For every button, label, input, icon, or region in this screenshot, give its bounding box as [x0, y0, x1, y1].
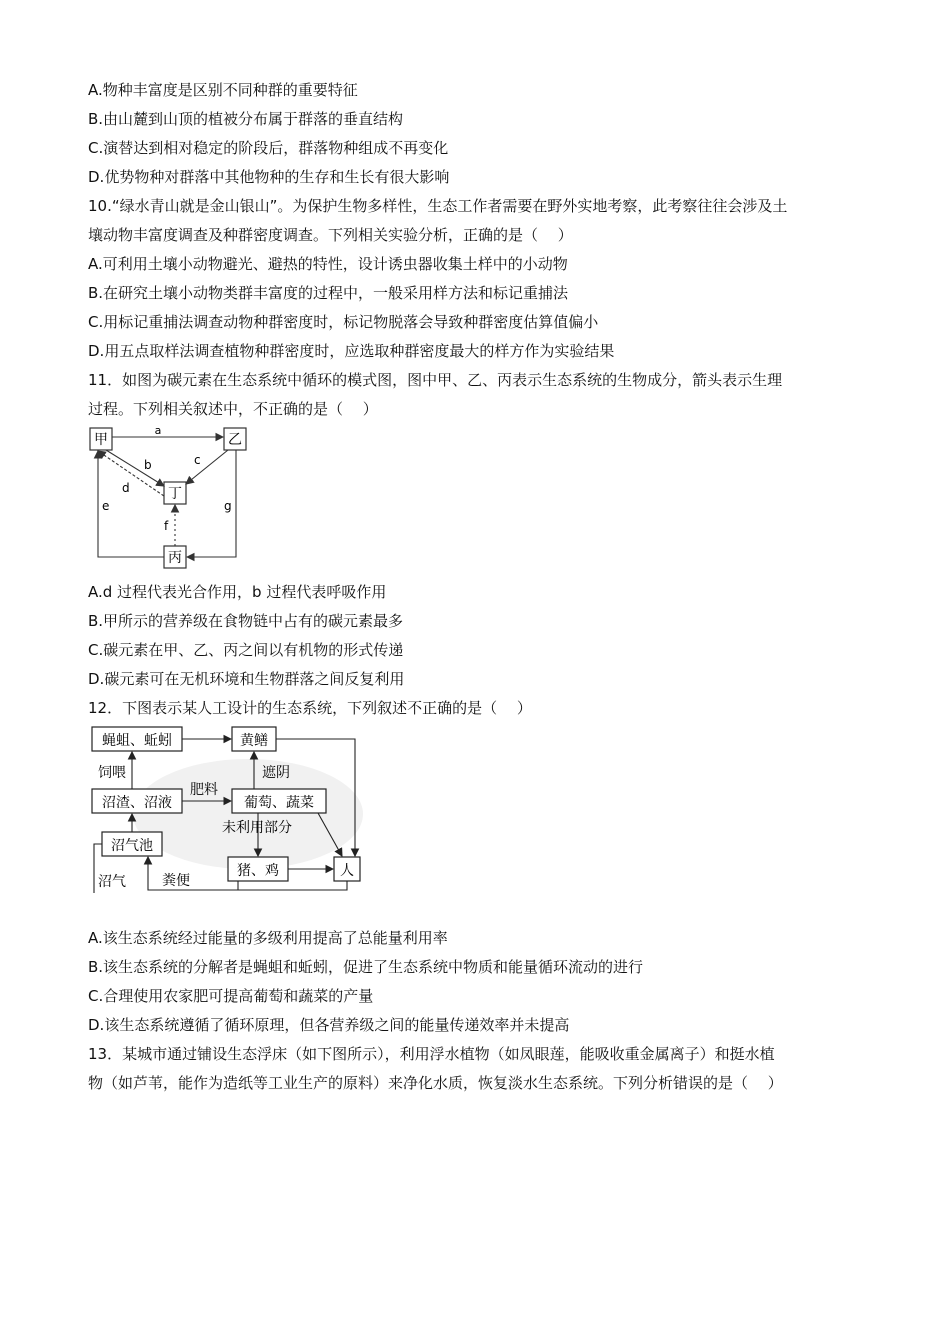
q11-option-b: B.甲所示的营养级在食物链中占有的碳元素最多 [88, 612, 404, 630]
box-pig: 猪、鸡 [237, 863, 279, 879]
q9-option-a: A.物种丰富度是区别不同种群的重要特征 [88, 81, 358, 99]
edge-b [106, 450, 164, 486]
carbon-cycle-diagram [88, 424, 248, 574]
q9-option-b: B.由山麓到山顶的植被分布属于群落的垂直结构 [88, 110, 404, 128]
label-fertilizer: 肥料 [190, 782, 218, 798]
box-fly: 蝇蛆、蚯蚓 [102, 733, 172, 749]
q12-option-c: C.合理使用农家肥可提高葡萄和蔬菜的产量 [88, 987, 374, 1005]
q12-option-d: D.该生态系统遵循了循环原理，但各营养级之间的能量传递效率并未提高 [88, 1016, 570, 1034]
q11-option-c: C.碳元素在甲、乙、丙之间以有机物的形式传递 [88, 641, 404, 659]
box-eel: 黄鳝 [240, 733, 268, 749]
q10-stem-line1: 10.“绿水青山就是金山银山”。为保护生物多样性，生态工作者需要在野外实地考察，此考察往往会涉及土 [88, 197, 788, 215]
box-biogas: 沼气池 [111, 838, 153, 854]
edge-a-label: a [154, 424, 162, 437]
q10-option-a: A.可利用土壤小动物避光、避热的特性，设计诱虫器收集土样中的小动物 [88, 255, 568, 273]
q11-option-d: D.碳元素可在无机环境和生物群落之间反复利用 [88, 670, 405, 688]
q10-option-d: D.用五点取样法调查植物种群密度时，应选取种群密度最大的样方作为实验结果 [88, 342, 615, 360]
node-bing: 丙 [168, 550, 182, 566]
q11-stem-line1: 11．如图为碳元素在生态系统中循环的模式图，图中甲、乙、丙表示生态系统的生物成分，箭头表示生理 [88, 371, 783, 389]
q10-option-b: B.在研究土壤小动物类群丰富度的过程中，一般采用样方法和标记重捕法 [88, 284, 569, 302]
label-unused: 未利用部分 [222, 820, 292, 836]
edge-c-label: c [194, 453, 201, 467]
q10-option-c: C.用标记重捕法调查动物种群密度时，标记物脱落会导致种群密度估算值偏小 [88, 313, 599, 331]
edge-b-label: b [144, 458, 152, 472]
box-person: 人 [340, 863, 354, 879]
q9-option-c: C.演替达到相对稳定的阶段后，群落物种组成不再变化 [88, 139, 449, 157]
edge-d-label: d [122, 481, 130, 495]
label-feed: 饲喂 [98, 765, 126, 781]
edge-c [186, 450, 228, 484]
box-grape: 葡萄、蔬菜 [244, 795, 314, 811]
edge-g-label: g [224, 499, 232, 513]
q10-stem-line2: 壤动物丰富度调查及种群密度调查。下列相关实验分析，正确的是（ ） [88, 226, 573, 244]
node-yi: 乙 [228, 432, 242, 448]
node-jia: 甲 [94, 432, 108, 448]
background-smudge [133, 759, 363, 869]
edge-d [98, 451, 164, 496]
edge-e-label: e [102, 499, 110, 513]
artificial-ecosystem-diagram [88, 724, 373, 894]
q11-stem-line2: 过程。下列相关叙述中，不正确的是（ ） [88, 400, 378, 418]
q9-option-d: D.优势物种对群落中其他物种的生存和生长有很大影响 [88, 168, 450, 186]
q13-stem-line1: 13．某城市通过铺设生态浮床（如下图所示），利用浮水植物（如凤眼莲，能吸收重金属离子）和挺水植 [88, 1045, 775, 1063]
label-shade: 遮阴 [262, 765, 290, 781]
node-ding: 丁 [168, 486, 182, 502]
box-residue: 沼渣、沼液 [102, 795, 172, 811]
q11-option-a: A.d 过程代表光合作用，b 过程代表呼吸作用 [88, 583, 387, 601]
edge-f-label: f [164, 519, 169, 533]
label-manure: 粪便 [162, 873, 190, 889]
q12-stem: 12．下图表示某人工设计的生态系统，下列叙述不正确的是（ ） [88, 699, 532, 717]
label-gas: 沼气 [98, 874, 126, 890]
q13-stem-line2: 物（如芦苇，能作为造纸等工业生产的原料）来净化水质，恢复淡水生态系统。下列分析错误的是（ ） [88, 1074, 783, 1092]
q12-option-a: A.该生态系统经过能量的多级利用提高了总能量利用率 [88, 929, 448, 947]
q12-option-b: B.该生态系统的分解者是蝇蛆和蚯蚓，促进了生态系统中物质和能量循环流动的进行 [88, 958, 644, 976]
